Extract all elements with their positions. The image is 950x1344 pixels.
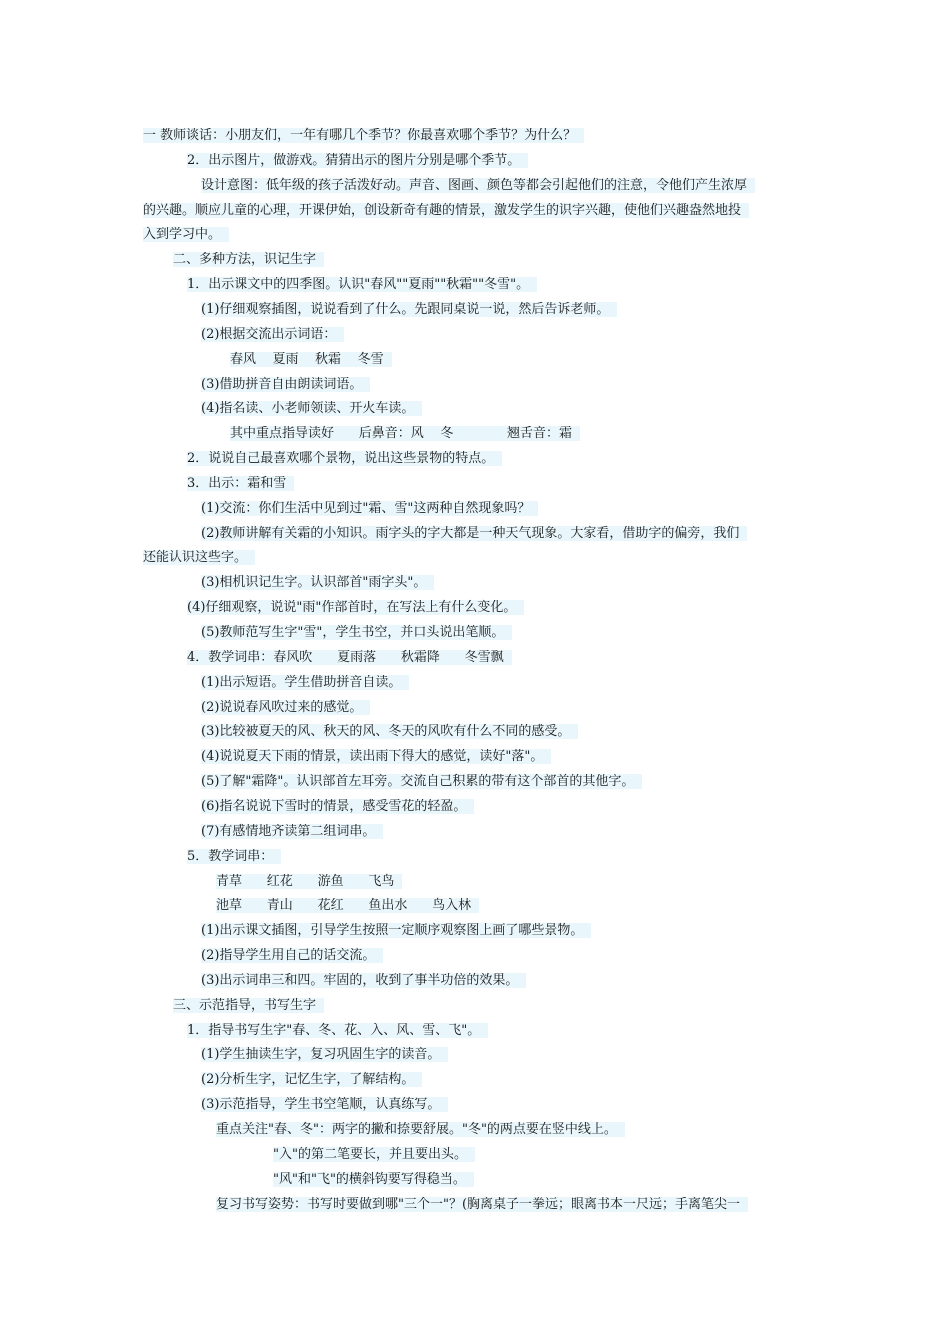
text-line-content: (3)比较被夏天的风、秋天的风、冬天的风吹有什么不同的感受。 xyxy=(201,724,578,739)
text-line xyxy=(143,922,591,940)
text-line xyxy=(143,997,324,1015)
text-line-content: (3)出示词串三和四。牢固的，收到了事半功倍的效果。 xyxy=(201,973,526,988)
text-line xyxy=(143,1121,625,1139)
text-line-content: 5．教学词串： xyxy=(187,849,281,864)
text-line xyxy=(143,574,434,592)
text-line xyxy=(143,723,578,741)
text-line xyxy=(143,1022,488,1040)
text-line xyxy=(143,152,528,170)
text-line-content: 复习书写姿势：书写时要做到哪"三个一"？(胸离桌子一拳远；眼离书本一尺远；手离笔尖一 xyxy=(216,1197,748,1212)
text-line xyxy=(143,276,537,294)
text-line-content: 一 教师谈话：小朋友们，一年有哪几个季节？你最喜欢哪个季节？为什么？ xyxy=(143,128,584,143)
text-line-content: (4)说说夏天下雨的情景，读出雨下得大的感觉，读好"落"。 xyxy=(201,749,551,764)
text-line xyxy=(143,549,255,567)
text-line-content: 其中重点指导读好 后鼻音：风 冬 翘舌音：霜 xyxy=(230,426,580,441)
text-line xyxy=(143,1046,448,1064)
text-line xyxy=(143,972,526,990)
text-line xyxy=(143,177,755,195)
text-line-content: (4)指名读、小老师领读、开火车读。 xyxy=(201,401,422,416)
text-line-content: 3．出示：霜和雪 xyxy=(187,476,294,491)
text-line-content: (6)指名说说下雪时的情景，感受雪花的轻盈。 xyxy=(201,799,474,814)
text-line-content: (1)仔细观察插图，说说看到了什么。先跟同桌说一说，然后告诉老师。 xyxy=(201,302,617,317)
text-line xyxy=(143,475,294,493)
text-line xyxy=(143,1146,475,1164)
text-line xyxy=(143,1196,748,1214)
text-line xyxy=(143,500,538,518)
text-line-content: 池草 青山 花红 鱼出水 鸟入林 xyxy=(216,898,479,913)
text-line-content: 三、示范指导，书写生字 xyxy=(173,998,324,1013)
text-line xyxy=(143,301,617,319)
text-line xyxy=(143,748,551,766)
text-line xyxy=(143,1071,422,1089)
text-line xyxy=(143,400,422,418)
text-line-content: (3)借助拼音自由朗读词语。 xyxy=(201,377,370,392)
text-line-content: 二、多种方法，识记生字 xyxy=(173,252,324,267)
text-line xyxy=(143,1171,474,1189)
text-line-content: (5)教师范写生字"雪"，学生书空，并口头说出笔顺。 xyxy=(201,625,512,640)
text-line-content: 2．说说自己最喜欢哪个景物，说出这些景物的特点。 xyxy=(187,451,502,466)
text-line-content: 2．出示图片，做游戏。猜猜出示的图片分别是哪个季节。 xyxy=(187,153,528,168)
text-line xyxy=(143,127,584,145)
text-line-content: (2)说说春风吹过来的感觉。 xyxy=(201,700,370,715)
text-line-content: "风"和"飞"的横斜钩要写得稳当。 xyxy=(273,1172,474,1187)
text-line xyxy=(143,351,392,369)
text-line-content: 青草 红花 游鱼 飞鸟 xyxy=(216,874,402,889)
text-line xyxy=(143,599,524,617)
text-line-content: (1)学生抽读生字，复习巩固生字的读音。 xyxy=(201,1047,448,1062)
text-line xyxy=(143,450,502,468)
text-line xyxy=(143,674,409,692)
text-line-content: "入"的第二笔要长，并且要出头。 xyxy=(273,1147,475,1162)
text-line-content: 重点关注"春、冬"：两字的撇和捺要舒展。"冬"的两点要在竖中线上。 xyxy=(216,1122,625,1137)
text-line-content: (1)交流：你们生活中见到过"霜、雪"这两种自然现象吗？ xyxy=(201,501,538,516)
text-line-content: (2)教师讲解有关霜的小知识。雨字头的字大都是一种天气现象。大家看，借助字的偏旁，我们 xyxy=(201,526,747,541)
text-line xyxy=(143,226,229,244)
text-line-content: (3)示范指导，学生书空笔顺，认真练写。 xyxy=(201,1097,448,1112)
text-line xyxy=(143,947,383,965)
text-line xyxy=(143,897,479,915)
text-line xyxy=(143,699,370,717)
text-line-content: (2)根据交流出示词语： xyxy=(201,327,344,342)
text-line xyxy=(143,1096,448,1114)
text-line-content: (4)仔细观察，说说"雨"作部首时，在写法上有什么变化。 xyxy=(187,600,524,615)
text-line-content: (3)相机识记生字。认识部首"雨字头"。 xyxy=(201,575,434,590)
text-line xyxy=(143,823,383,841)
text-line-content: (1)出示课文插图，引导学生按照一定顺序观察图上画了哪些景物。 xyxy=(201,923,591,938)
text-line xyxy=(143,848,281,866)
text-line-content: 春风 夏雨 秋霜 冬雪 xyxy=(230,352,392,367)
text-line-content: 4．教学词串：春风吹 夏雨落 秋霜降 冬雪飘 xyxy=(187,650,512,665)
text-line xyxy=(143,773,642,791)
text-line xyxy=(143,624,512,642)
text-line xyxy=(143,798,474,816)
text-line xyxy=(143,326,344,344)
text-line xyxy=(143,251,324,269)
text-line xyxy=(143,202,749,220)
text-line-content: 入到学习中。 xyxy=(143,227,229,242)
text-line xyxy=(143,873,402,891)
text-line-content: 还能认识这些字。 xyxy=(143,550,255,565)
text-line xyxy=(143,376,370,394)
text-line xyxy=(143,525,747,543)
text-line-content: 的兴趣。顺应儿童的心理，开课伊始，创设新奇有趣的情景，激发学生的识字兴趣，使他们兴趣盎然地投 xyxy=(143,203,749,218)
text-line-content: 1．指导书写生字"春、冬、花、入、风、雪、飞"。 xyxy=(187,1023,488,1038)
text-line-content: (5)了解"霜降"。认识部首左耳旁。交流自己积累的带有这个部首的其他字。 xyxy=(201,774,642,789)
text-line xyxy=(143,649,512,667)
text-line-content: (7)有感情地齐读第二组词串。 xyxy=(201,824,383,839)
text-line-content: 设计意图：低年级的孩子活泼好动。声音、图画、颜色等都会引起他们的注意，令他们产生浓厚 xyxy=(201,178,755,193)
text-line-content: 1．出示课文中的四季图。认识"春风""夏雨""秋霜""冬雪"。 xyxy=(187,277,537,292)
text-line-content: (1)出示短语。学生借助拼音自读。 xyxy=(201,675,409,690)
text-line-content: (2)分析生字，记忆生字，了解结构。 xyxy=(201,1072,422,1087)
text-line xyxy=(143,425,580,443)
text-line-content: (2)指导学生用自己的话交流。 xyxy=(201,948,383,963)
